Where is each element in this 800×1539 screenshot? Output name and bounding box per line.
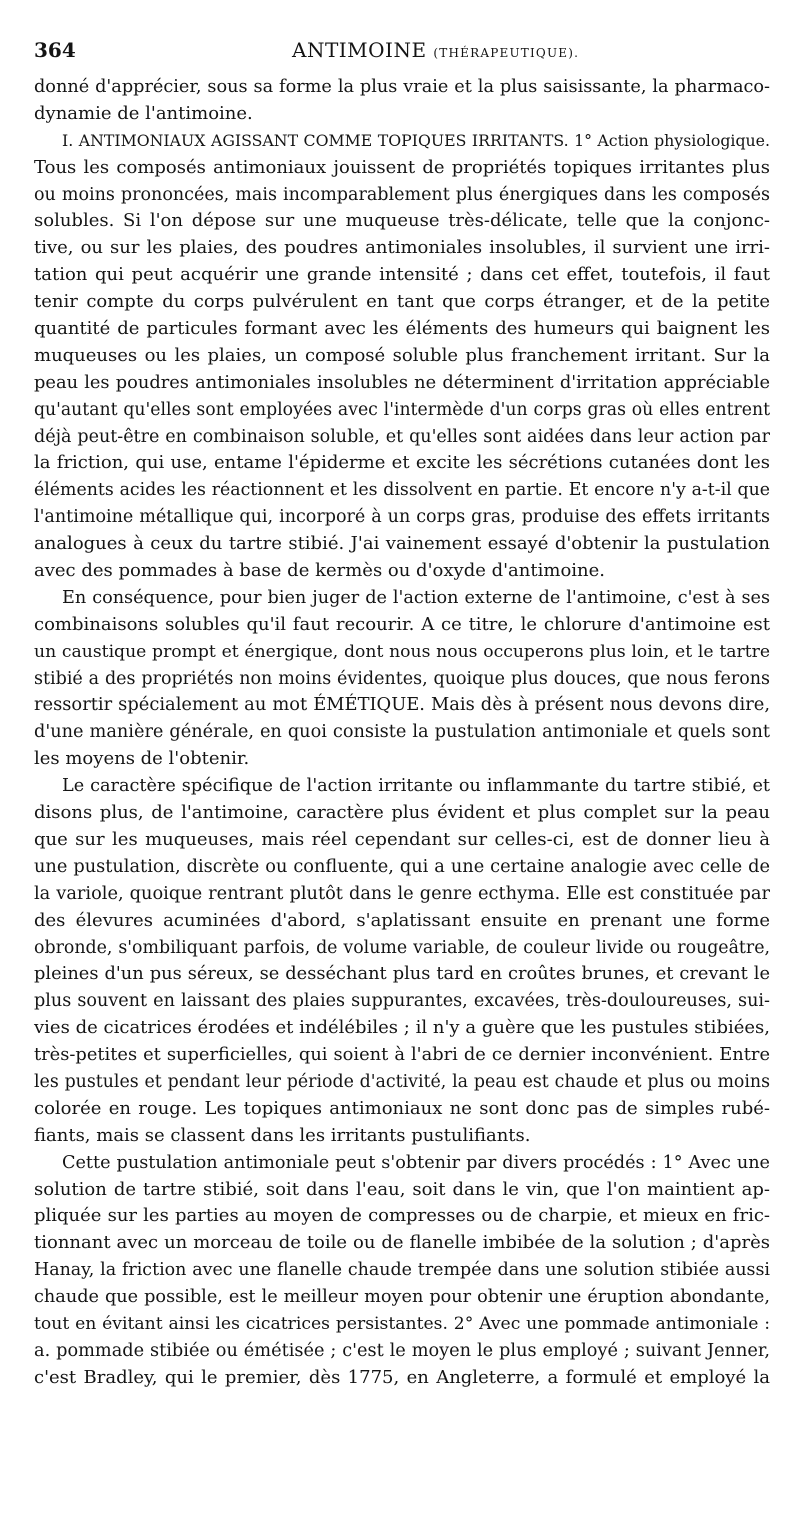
text-line: solubles. Si l'on dépose sur une muqueuse très-délicate, telle que la conjonc- — [34, 210, 770, 232]
text-line: a. pommade stibiée ou émétisée ; c'est le moyen le plus employé ; suivant Jenner, — [34, 1340, 770, 1361]
text-line: les pustules et pendant leur période d'activité, la peau est chaude et plus ou moins — [34, 1071, 770, 1092]
running-title-main: ANTIMOINE — [292, 38, 427, 62]
text-line: chaude que possible, est le meilleur moyen pour obtenir une éruption abondante, — [34, 1287, 770, 1308]
text-line: tation qui peut acquérir une grande intensité ; dans cet effet, toutefois, il faut — [34, 264, 770, 286]
text-line: tout en évitant ainsi les cicatrices persistantes. 2° Avec une pommade antimoniale : — [34, 1313, 770, 1334]
text-line: analogues à ceux du tartre stibié. J'ai vainement essayé d'obtenir la pustulation — [34, 533, 770, 555]
running-title-sub: (THÉRAPEUTIQUE). — [433, 46, 580, 60]
text-line: qu'autant qu'elles sont employées avec l'intermède d'un corps gras où elles entrent — [34, 399, 770, 420]
text-line: un caustique prompt et énergique, dont nous nous occuperons plus loin, et le tartre — [34, 641, 770, 662]
paragraph-start-line: En conséquence, pour bien juger de l'action externe de l'antimoine, c'est à ses — [62, 587, 770, 608]
text-line: une pustulation, discrète ou confluente, qui a une certaine analogie avec celle de — [34, 856, 770, 877]
text-line: fiants, mais se classent dans les irritants pustulifiants. — [34, 1124, 531, 1146]
text-line: disons plus, de l'antimoine, caractère plus évident et plus complet sur la peau — [34, 802, 770, 824]
text-line: plus souvent en laissant des plaies suppurantes, excavées, très-douloureuses, sui- — [34, 991, 770, 1012]
text-line: vies de cicatrices érodées et indélébiles ; il n'y a guère que les pustules stibiées, — [34, 1017, 770, 1039]
text-line: tive, ou sur les plaies, des poudres antimoniales insolubles, il survient une irri- — [34, 237, 770, 259]
section-heading-line: I. ANTIMONIAUX AGISSANT COMME TOPIQUES IRRITANTS. 1° Action physiologique. — [62, 130, 770, 150]
text-line: solution de tartre stibié, soit dans l'eau, soit dans le vin, que l'on maintient ap- — [34, 1178, 770, 1200]
text-line: tenir compte du corps pulvérulent en tant que corps étranger, et de la petite — [34, 291, 770, 313]
paragraph-start-line: Cette pustulation antimoniale peut s'obtenir par divers procédés : 1° Avec une — [62, 1152, 770, 1173]
text-line: ou moins prononcées, mais incomparablement plus énergiques dans les composés — [34, 184, 770, 205]
text-line: la variole, quoique rentrant plutôt dans le genre ecthyma. Elle est constituée par — [34, 882, 770, 904]
text-line: l'antimoine métallique qui, incorporé à un corps gras, produise des effets irritants — [34, 507, 770, 528]
text-line: c'est Bradley, qui le premier, dès 1775, en Angleterre, a formulé et employé la — [34, 1366, 770, 1388]
running-header — [34, 26, 770, 66]
text-line: colorée en rouge. Les topiques antimoniaux ne sont donc pas de simples rubé- — [34, 1097, 770, 1119]
running-title — [292, 38, 579, 62]
text-line: éléments acides les réactionnent et les dissolvent en partie. Et encore n'y a-t-il que — [34, 480, 770, 501]
text-line: très-petites et superficielles, qui soient à l'abri de ce dernier inconvénient. Entre — [34, 1044, 770, 1066]
text-line: quantité de particules formant avec les éléments des humeurs qui baignent les — [34, 318, 770, 340]
text-line: obronde, s'ombiliquant parfois, de volume variable, de couleur livide ou rougeâtre, — [34, 937, 770, 958]
text-line: pliquée sur les parties au moyen de compresses ou de charpie, et mieux en fric- — [34, 1205, 770, 1227]
paragraph-start-line: Le caractère spécifique de l'action irritante ou inflammante du tartre stibié, et — [62, 776, 770, 797]
text-line: déjà peut-être en combinaison soluble, et qu'elles sont aidées dans leur action par — [34, 426, 770, 447]
text-line: des élevures acuminées d'abord, s'aplatissant ensuite en prenant une forme — [34, 909, 770, 931]
text-line: dynamie de l'antimoine. — [34, 102, 253, 124]
text-line: d'une manière générale, en quoi consiste la pustulation antimoniale et quels sont — [34, 722, 770, 743]
text-line: Tous les composés antimoniaux jouissent de propriétés topiques irritantes plus — [34, 156, 770, 178]
text-line: tionnant avec un morceau de toile ou de flanelle imbibée de la solution ; d'après — [34, 1232, 770, 1254]
body-text — [34, 74, 770, 1392]
text-line: les moyens de l'obtenir. — [34, 748, 250, 770]
text-line: la friction, qui use, entame l'épiderme et excite les sécrétions cutanées dont les — [34, 452, 770, 474]
text-line: Hanay, la friction avec une flanelle chaude trempée dans une solution stibiée aussi — [34, 1260, 770, 1281]
page-number: 364 — [34, 38, 76, 62]
text-line: combinaisons solubles qu'il faut recourir. A ce titre, le chlorure d'antimoine est — [34, 613, 770, 635]
text-line: que sur les muqueuses, mais réel cependant sur celles-ci, est de donner lieu à — [34, 828, 770, 850]
text-line: pleines d'un pus séreux, se desséchant plus tard en croûtes brunes, et crevant le — [34, 963, 770, 985]
text-line: ressortir spécialement au mot ÉMÉTIQUE. Mais dès à présent nous devons dire, — [34, 694, 770, 716]
text-line: muqueuses ou les plaies, un composé soluble plus franchement irritant. Sur la — [34, 344, 770, 366]
text-line: peau les poudres antimoniales insolubles ne déterminent d'irritation appréciable — [34, 371, 770, 393]
text-line: donné d'apprécier, sous sa forme la plus vraie et la plus saisissante, la pharmaco- — [34, 77, 770, 97]
text-line: avec des pommades à base de kermès ou d'oxyde d'antimoine. — [34, 560, 605, 582]
text-line: stibié a des propriétés non moins évidentes, quoique plus douces, que nous ferons — [34, 668, 770, 689]
